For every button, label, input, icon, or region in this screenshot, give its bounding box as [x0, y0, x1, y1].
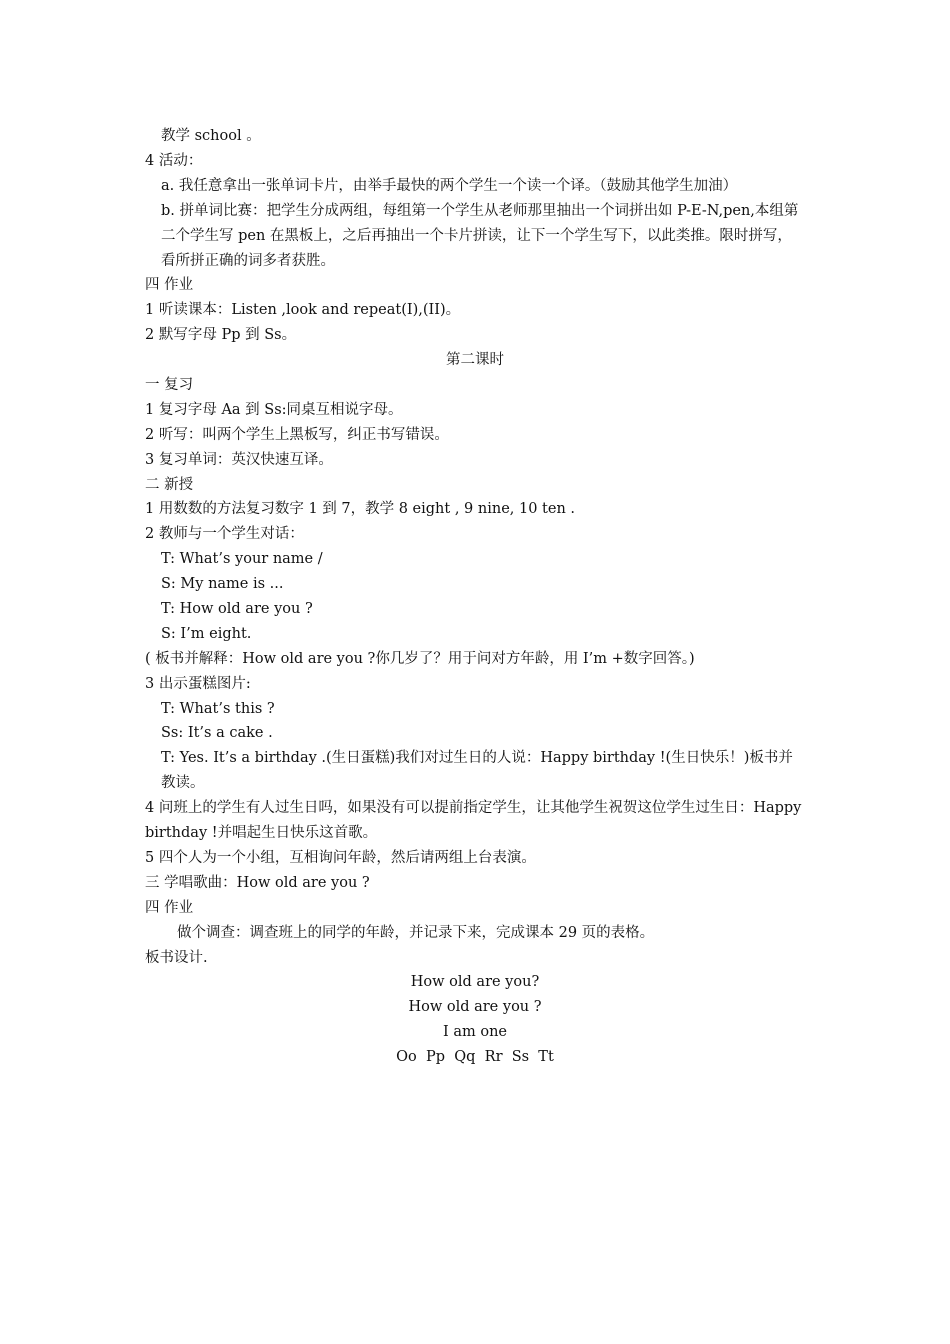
- text-line: 教学 school 。: [161, 128, 261, 144]
- text-line: 1 用数数的方法复习数字 1 到 7，教学 8 eight , 9 nine, 10 ten .: [145, 501, 576, 518]
- text-line: 3 复习单词：英汉快速互译。: [145, 451, 333, 468]
- text-line: Ss: It’s a cake .: [161, 725, 273, 742]
- text-line: 3 出示蛋糕图片:: [145, 675, 251, 692]
- text-line: T: What’s your name /: [161, 551, 323, 568]
- text-line: T: How old are you ?: [161, 600, 313, 617]
- board-line: I am one: [443, 1024, 507, 1041]
- text-line: 5 四个人为一个小组，互相询问年龄，然后请两组上台表演。: [145, 849, 536, 866]
- text-line: T: Yes. It’s a birthday .(生日蛋糕)我们对过生日的人说：Happy birthday !(生日快乐！)板书并教读。: [161, 750, 793, 792]
- text-line: 三 学唱歌曲：How old are you ?: [145, 874, 370, 891]
- text-line: S: I’m eight.: [161, 625, 252, 642]
- board-line: How old are you?: [410, 974, 540, 991]
- text-line: 二 新授: [145, 476, 194, 493]
- blackboard-design: [145, 970, 805, 1070]
- text-line: 4 活动：: [145, 152, 203, 169]
- section-activities-homework: [145, 124, 805, 348]
- text-line: 2 听写：叫两个学生上黑板写，纠正书写错误。: [145, 426, 449, 443]
- text-line: 2 默写字母 Pp 到 Ss。: [145, 327, 297, 344]
- text-line: 2 教师与一个学生对话：: [145, 526, 304, 543]
- text-line: 四 作业: [145, 277, 194, 294]
- text-line: 四 作业: [145, 899, 194, 916]
- text-line: a. 我任意拿出一张单词卡片，由举手最快的两个学生一个读一个译。（鼓励其他学生加油）: [161, 177, 738, 194]
- text-line: 做个调查：调查班上的同学的年龄，并记录下来，完成课本 29 页的表格。: [177, 924, 655, 941]
- text-line: b. 拼单词比赛：把学生分成两组，每组第一个学生从老师那里抽出一个词拼出如 P-E-N,pen,本组第二个学生写 pen 在黑板上，之后再抽出一个卡片拼读，让下一个学生写下，以此类推。限时拼写，看所拼正确的词多者获胜。: [161, 202, 799, 269]
- text-line: T: What’s this ?: [161, 700, 275, 717]
- board-line: How old are you ?: [408, 999, 542, 1016]
- text-line: 一 复习: [145, 376, 194, 393]
- section-second-lesson: [145, 373, 805, 970]
- lesson-title: 第二课时: [446, 352, 504, 369]
- board-line: Oo Pp Qq Rr Ss Tt: [396, 1049, 554, 1066]
- text-line: 1 听读课本：Listen ,look and repeat(I),(II)。: [145, 302, 461, 319]
- text-line: 4 问班上的学生有人过生日吗，如果没有可以提前指定学生，让其他学生祝贺这位学生过生日：Happy birthday !并唱起生日快乐这首歌。: [145, 800, 802, 842]
- text-line: 1 复习字母 Aa 到 Ss:同桌互相说字母。: [145, 401, 403, 418]
- text-line: ( 板书并解释：How old are you ?你几岁了？用于问对方年龄，用 I’m +数字回答。): [145, 650, 695, 667]
- document-page: [145, 124, 805, 1070]
- text-line: 板书设计.: [145, 949, 208, 966]
- text-line: S: My name is ...: [161, 576, 284, 593]
